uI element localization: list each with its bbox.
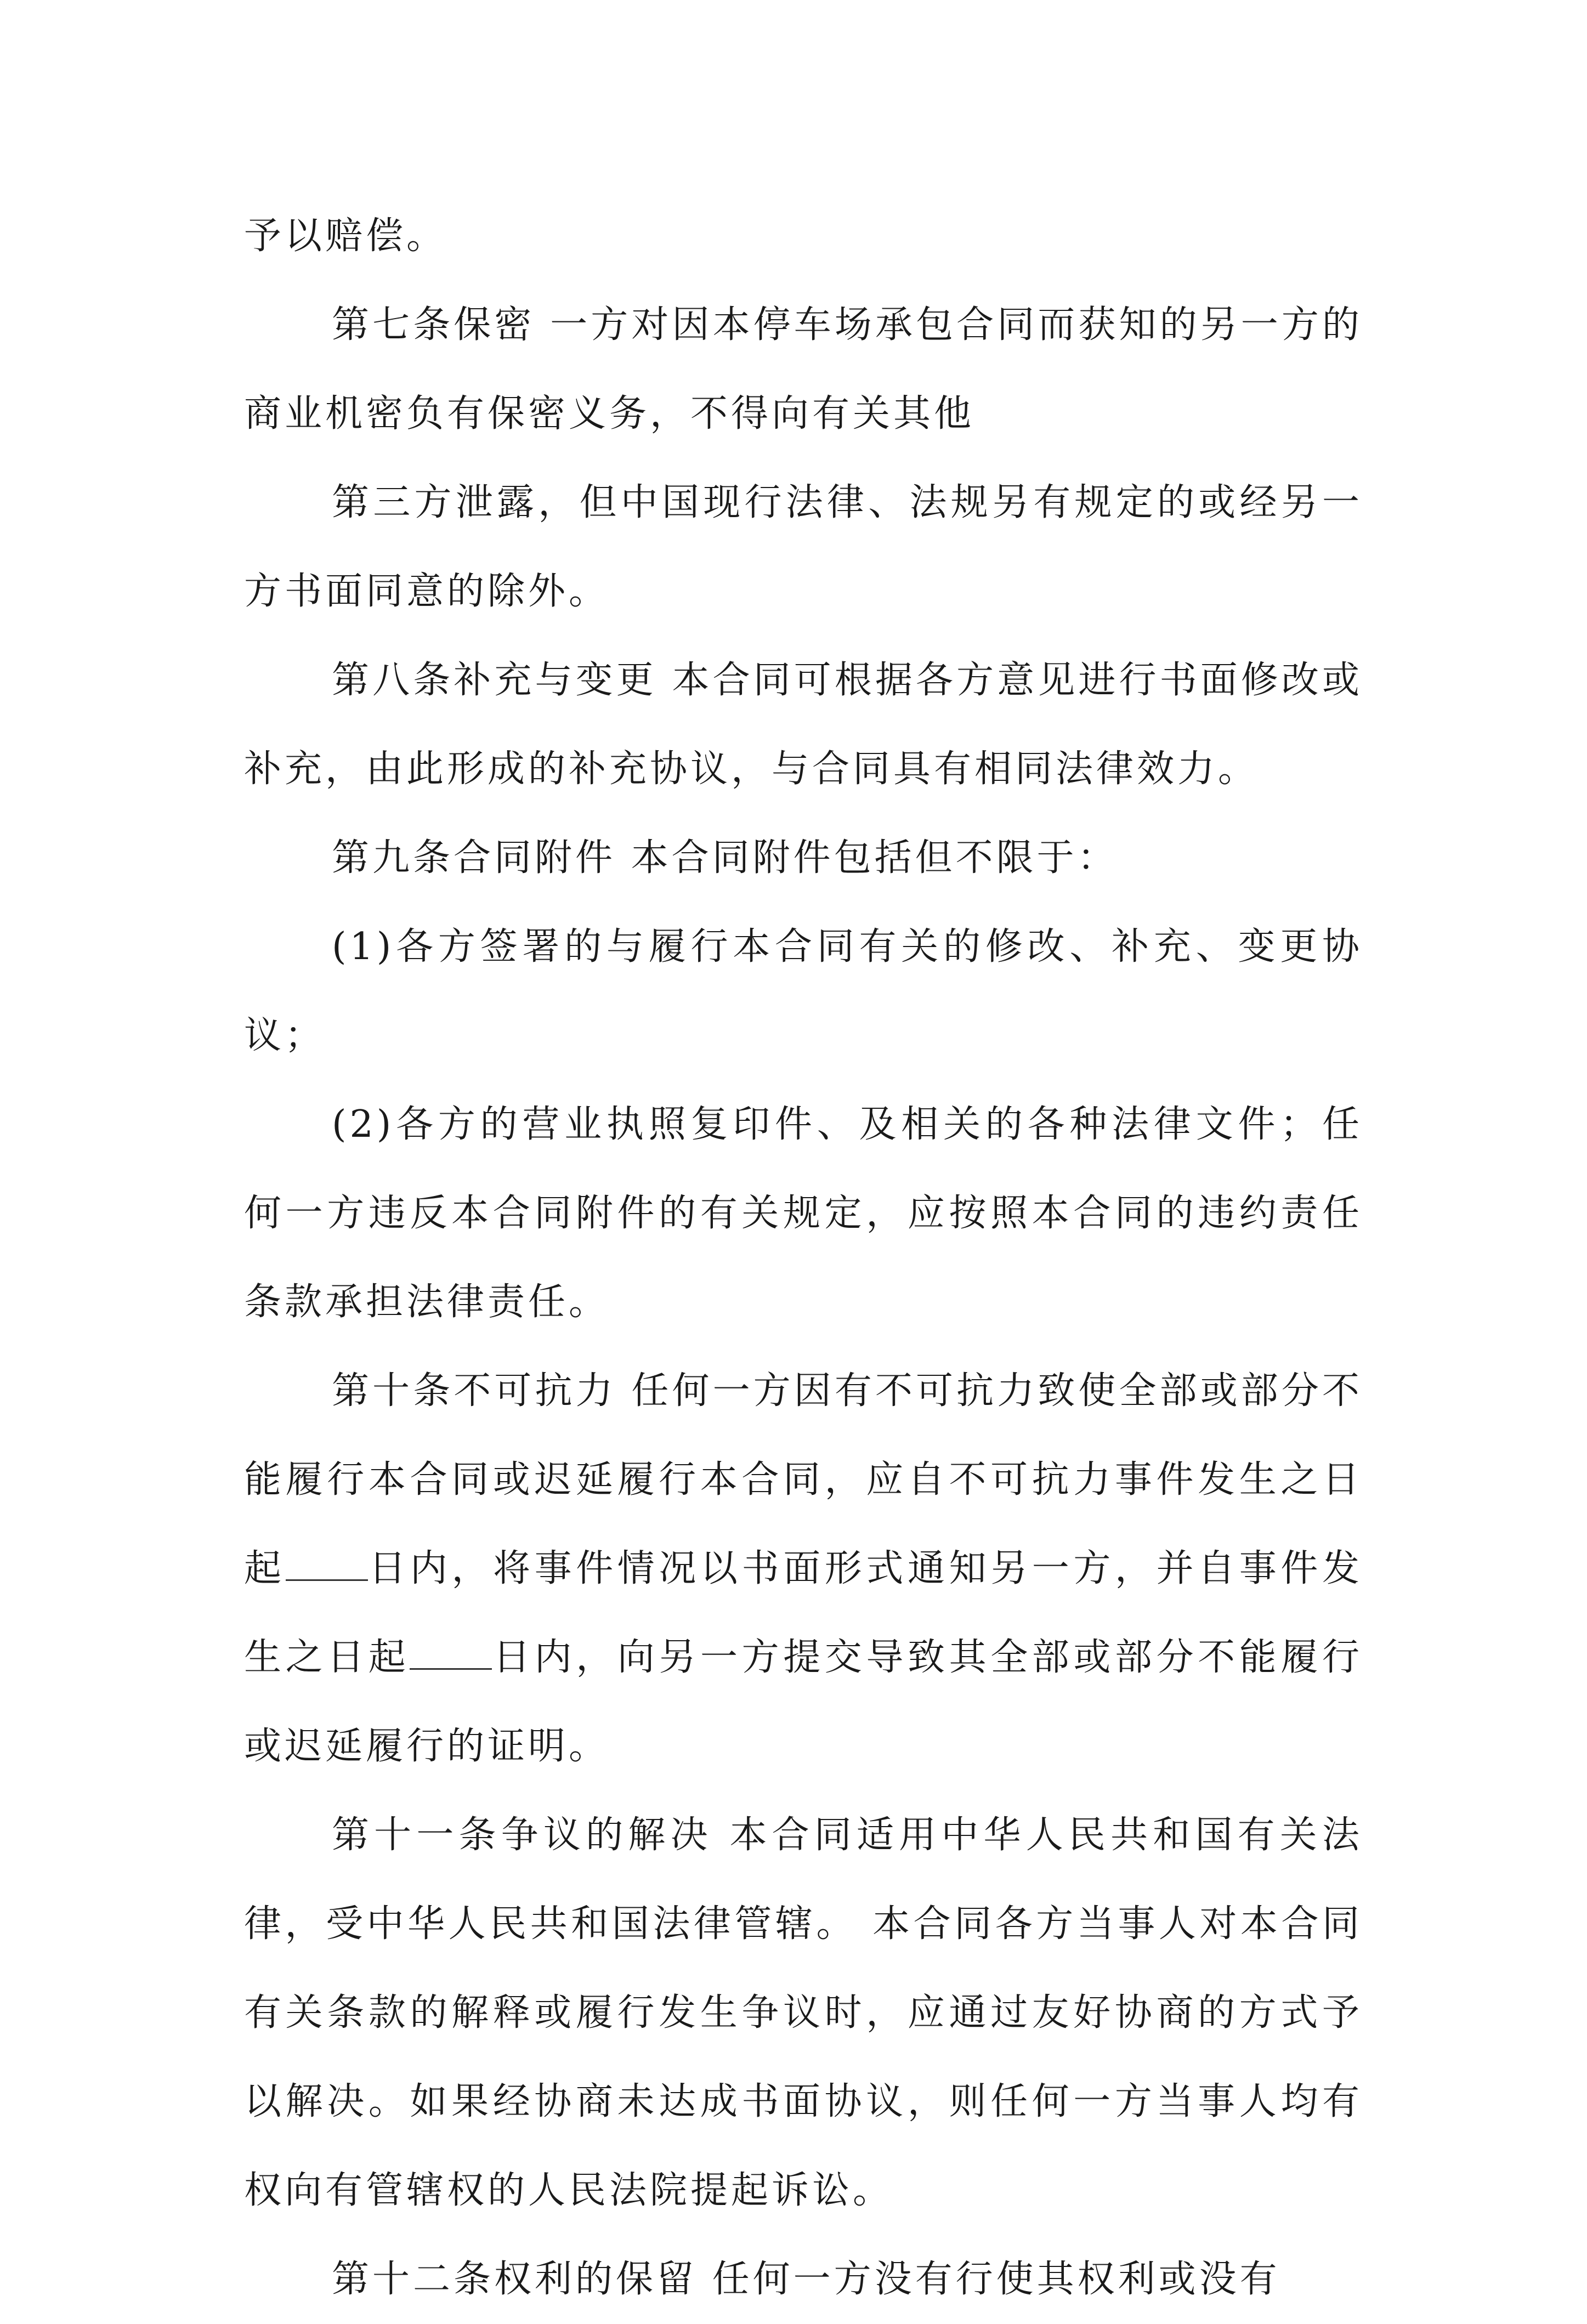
document-body xyxy=(244,192,1363,2324)
paragraph-article-11-disputes: 第十一条争议的解决 本合同适用中华人民共和国有关法律，受中华人民共和国法律管辖。 本合同各方当事人对本合同有关条款的解释或履行发生争议时，应通过友好协商的方式予以解决。如果经协商未达成书面协议，则任何一方当事人均有权向有管辖权的人民法院提起诉讼。 xyxy=(244,1813,1363,2212)
force-majeure-text-3: 日内，向另一方提交导致其全部或部分不能履行或迟延履行的证明。 xyxy=(244,1636,1363,1768)
paragraph-article-10-force-majeure xyxy=(244,1347,1363,1791)
paragraph-article-8-amendment: 第八条补充与变更 本合同可根据各方意见进行书面修改或补充，由此形成的补充协议，与合同具有相同法律效力。 xyxy=(244,659,1363,791)
blank-days-field-1 xyxy=(286,1549,368,1581)
paragraph-article-9-attachments: 第九条合同附件 本合同附件包括但不限于： xyxy=(332,836,1118,880)
force-majeure-text-1: 第十条不可抗力 任何一方因有不可抗力致使全部或部分不能履行本合同或迟延履行本合同，应自不可抗力事件发生之日起 xyxy=(244,1369,1363,1590)
paragraph-article-12-rights: 第十二条权利的保留 任何一方没有行使其权利或没有 xyxy=(332,2258,1280,2301)
paragraph-compensation: 予以赔偿。 xyxy=(244,214,447,258)
paragraph-attachment-item-1: (1)各方签署的与履行本合同有关的修改、补充、变更协议； xyxy=(244,925,1363,1057)
paragraph-attachment-item-2: (2)各方的营业执照复印件、及相关的各种法律文件；任何一方违反本合同附件的有关规定，应按照本合同的违约责任条款承担法律责任。 xyxy=(244,1103,1363,1324)
paragraph-article-7-confidentiality: 第七条保密 一方对因本停车场承包合同而获知的另一方的商业机密负有保密义务，不得向有关其他 xyxy=(244,303,1363,435)
paragraph-article-7-continued: 第三方泄露，但中国现行法律、法规另有规定的或经另一方书面同意的除外。 xyxy=(244,481,1363,613)
blank-days-field-2 xyxy=(410,1637,492,1670)
force-majeure-text-2: 日内，将事件情况以书面形式通知另一方，并自事件发生之日起 xyxy=(244,1547,1363,1679)
